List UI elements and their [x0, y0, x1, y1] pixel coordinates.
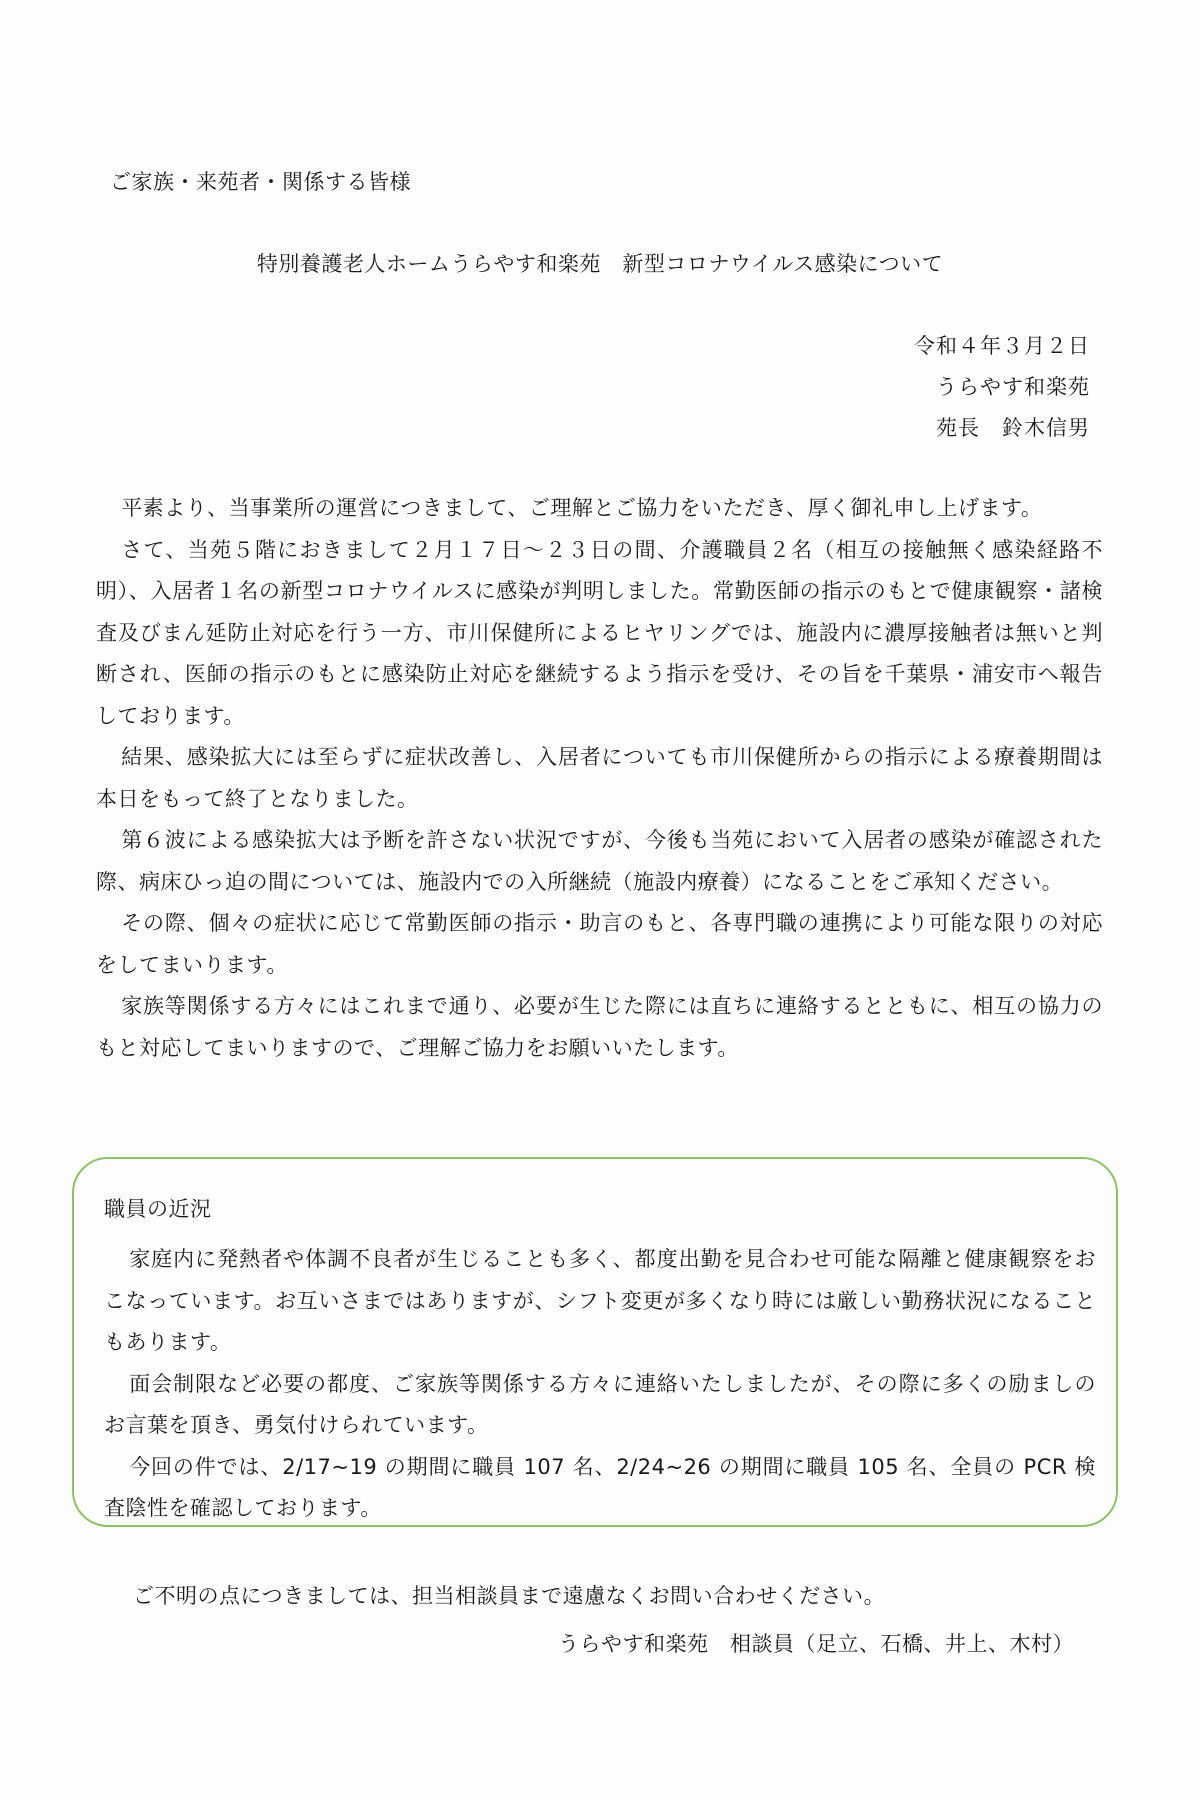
body-paragraph: 第６波による感染拡大は予断を許さない状況ですが、今後も当苑において入居者の感染が確認された際、病床ひっ迫の間については、施設内での入所継続（施設内療養）になることをご承知ください。 [96, 828, 1103, 894]
sender-block [914, 326, 1090, 449]
document-title: 特別養護老人ホームうらやす和楽苑 新型コロナウイルス感染について [256, 252, 944, 276]
staff-status-paragraph: 面会制限など必要の都度、ご家族等関係する方々に連絡いたしましたが、その際に多くの励ましのお言葉を頂き、勇気付けられています。 [104, 1371, 1096, 1437]
staff-status-body [104, 1239, 1096, 1530]
body-paragraph: 家族等関係する方々にはこれまで通り、必要が生じた際には直ちに連絡するとともに、相互の協力のもと対応してまいりますので、ご理解ご協力をお願いいたします。 [96, 994, 1103, 1060]
staff-status-heading: 職員の近況 [104, 1197, 212, 1221]
staff-status-paragraph: 今回の件では、2/17~19 の期間に職員 107 名、2/24~26 の期間に職員 105 名、全員の PCR 検査陰性を確認しております。 [104, 1454, 1096, 1520]
body-paragraph: 平素より、当事業所の運営につきまして、ご理解とご協力をいただき、厚く御礼申し上げます。 [121, 496, 1043, 520]
closing-line: ご不明の点につきましては、担当相談員まで遠慮なくお問い合わせください。 [133, 1584, 886, 1608]
body-paragraph: 結果、感染拡大には至らずに症状改善し、入居者についても市川保健所からの指示による療養期間は本日をもって終了となりました。 [96, 745, 1103, 811]
issue-date: 令和４年３月２日 [914, 334, 1090, 358]
staff-status-paragraph: 家庭内に発熱者や体調不良者が生じることも多く、都度出勤を見合わせ可能な隔離と健康観察をおこなっています。お互いさまではありますが、シフト変更が多くなり時には厳しい勤務状況になることもあります。 [104, 1247, 1096, 1354]
body-paragraph: さて、当苑５階におきまして２月１７日～２３日の間、介護職員２名（相互の接触無く感染経路不明）、入居者１名の新型コロナウイルスに感染が判明しました。常勤医師の指示のもとで健康観察・諸検査及びまん延防止対応を行う一方、市川保健所によるヒヤリングでは、施設内に濃厚接触者は無いと判断され、医師の指示のもとに感染防止対応を継続するよう指示を受け、その旨を千葉県・浦安市へ報告しております。 [96, 537, 1103, 728]
addressee-line: ご家族・来苑者・関係する皆様 [110, 170, 411, 194]
contact-line: うらやす和楽苑 相談員（足立、石橋、井上、木村） [558, 1632, 1074, 1656]
organization-name: うらやす和楽苑 [936, 375, 1090, 399]
staff-status-box [72, 1157, 1118, 1527]
signatory-name: 苑長 鈴木信男 [936, 416, 1090, 440]
body-paragraph: その際、個々の症状に応じて常勤医師の指示・助言のもと、各専門職の連携により可能な限りの対応をしてまいります。 [96, 911, 1103, 977]
letter-body [96, 488, 1103, 1069]
